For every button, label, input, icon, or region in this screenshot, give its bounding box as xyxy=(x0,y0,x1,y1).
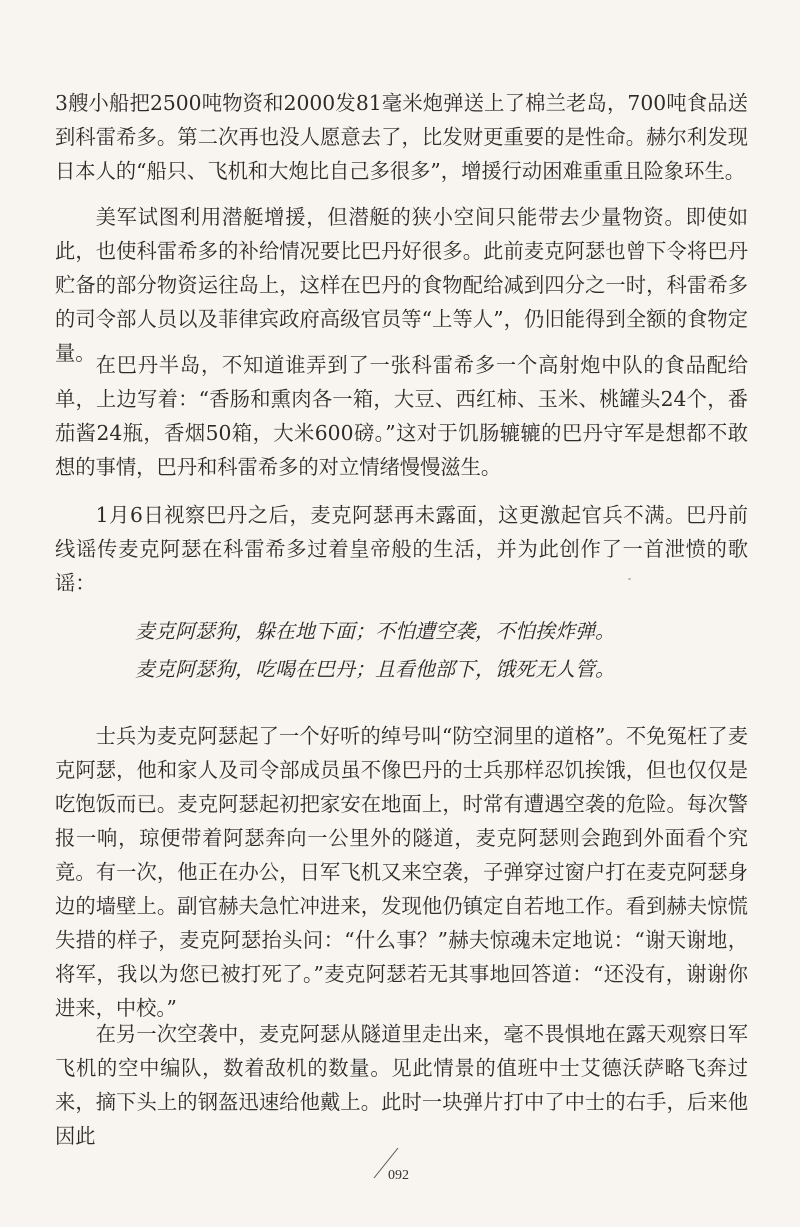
verse-line-1: 麦克阿瑟狗，躲在地下面；不怕遭空袭，不怕挨炸弹。 xyxy=(135,619,615,643)
scan-speck xyxy=(628,578,631,580)
page-number: 092 xyxy=(388,1168,409,1183)
verse-line-2: 麦克阿瑟狗，吃喝在巴丹；且看他部下，饿死无人管。 xyxy=(135,657,615,681)
paragraph-3: 在巴丹半岛，不知道谁弄到了一张科雷希多一个高射炮中队的食品配给单，上边写着：“香肠和熏肉各一箱，大豆、西红柿、玉米、桃罐头24个，番茄酱24瓶，香烟50箱，大米600磅。”这对于饥肠辘辘的巴丹守军是想都不敢想的事情，巴丹和科雷希多的对立情绪慢慢滋生。 xyxy=(55,353,748,479)
page-footer xyxy=(368,1144,448,1184)
paragraph-1: 3艘小船把2500吨物资和2000发81毫米炮弹送上了棉兰老岛，700吨食品送到科雷希多。第二次再也没人愿意去了，比发财更重要的是性命。赫尔利发现日本人的“船只、飞机和大炮比自己多很多”，增援行动困难重重且险象环生。 xyxy=(55,91,748,183)
paragraph-4: 1月6日视察巴丹之后，麦克阿瑟再未露面，这更激起官兵不满。巴丹前线谣传麦克阿瑟在科雷希多过着皇帝般的生活，并为此创作了一首泄愤的歌谣： xyxy=(55,503,748,595)
paragraph-6: 在另一次空袭中，麦克阿瑟从隧道里走出来，毫不畏惧地在露天观察日军飞机的空中编队，数着敌机的数量。见此情景的值班中士艾德沃萨略飞奔过来，摘下头上的钢盔迅速给他戴上。此时一块弹片打中了中士的右手，后来他因此 xyxy=(55,1022,748,1148)
folk-song-verse xyxy=(135,612,695,688)
paragraph-5: 士兵为麦克阿瑟起了一个好听的绰号叫“防空洞里的道格”。不免冤枉了麦克阿瑟，他和家人及司令部成员虽不像巴丹的士兵那样忍饥挨饿，但也仅仅是吃饱饭而已。麦克阿瑟起初把家安在地面上，时常有遭遇空袭的危险。每次警报一响，琼便带着阿瑟奔向一公里外的隧道，麦克阿瑟则会跑到外面看个究竟。有一次，他正在办公，日军飞机又来空袭，子弹穿过窗户打在麦克阿瑟身边的墙壁上。副官赫夫急忙冲进来，发现他仍镇定自若地工作。看到赫夫惊慌失措的样子，麦克阿瑟抬头问：“什么事？”赫夫惊魂未定地说：“谢天谢地，将军，我以为您已被打死了。”麦克阿瑟若无其事地回答道：“还没有，谢谢你进来，中校。” xyxy=(55,724,748,1020)
paragraph-2: 美军试图利用潜艇增援，但潜艇的狭小空间只能带去少量物资。即使如此，也使科雷希多的补给情况要比巴丹好很多。此前麦克阿瑟也曾下令将巴丹贮备的部分物资运往岛上，这样在巴丹的食物配给减到四分之一时，科雷希多的司令部人员以及菲律宾政府高级官员等“上等人”，仍旧能得到全额的食物定量。 xyxy=(55,205,748,365)
